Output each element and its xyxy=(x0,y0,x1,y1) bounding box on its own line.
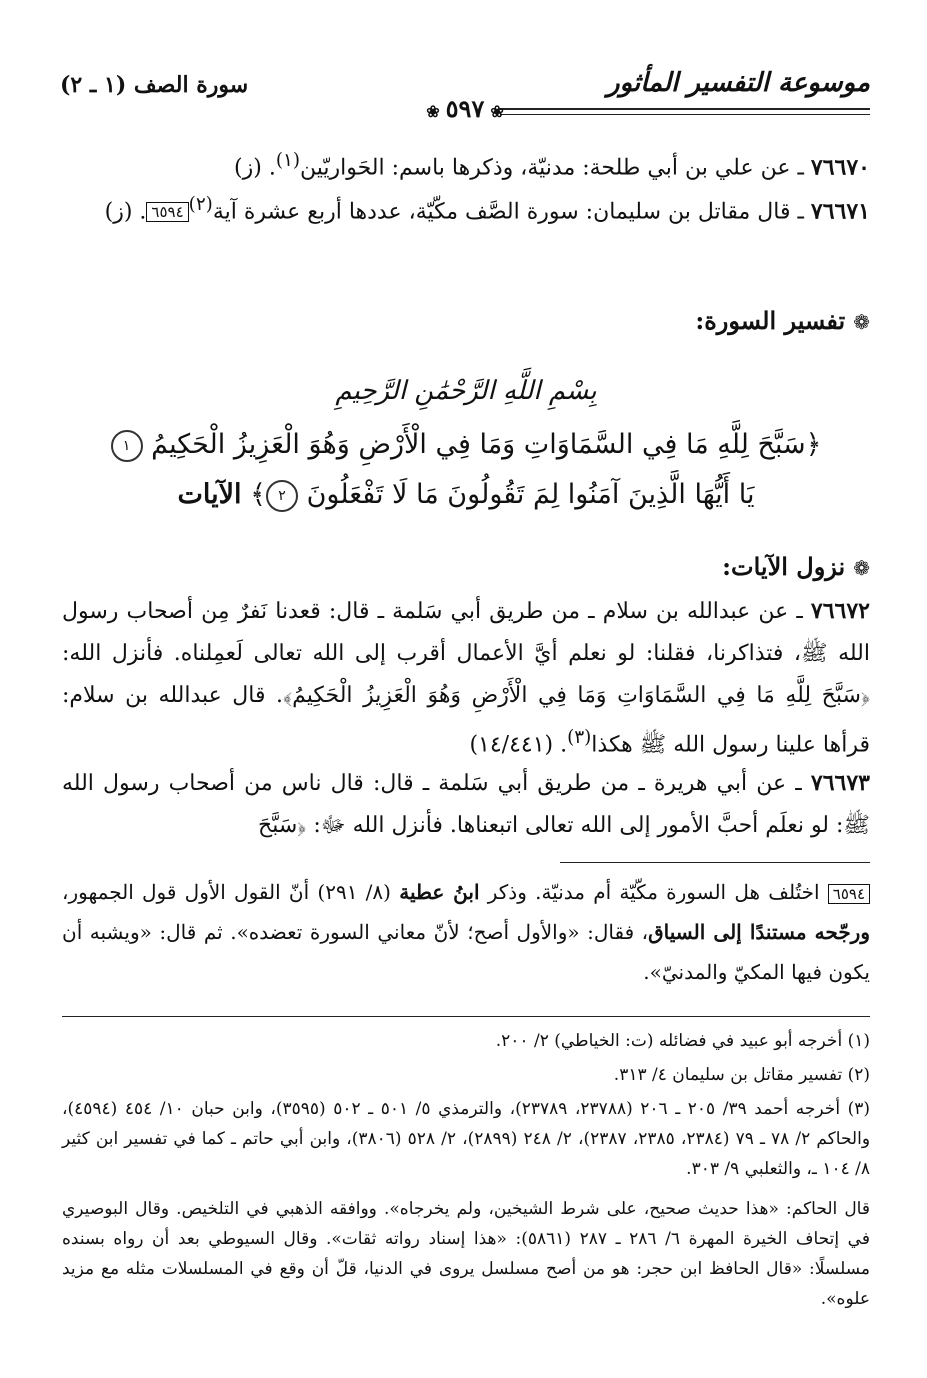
narration-entry xyxy=(62,762,870,847)
ayah-line xyxy=(62,470,870,520)
ayah-number-marker: ٢ xyxy=(266,480,298,512)
footnote-marker: (٣) xyxy=(567,727,592,748)
page-number xyxy=(60,94,870,123)
flower-icon: ❁ xyxy=(853,310,870,334)
footnote: قال الحاكم: «هذا حديث صحيح، على شرط الشيخين، ولم يخرجاه». ووافقه الذهبي في التلخيص. وقال البوصيري في إتحاف الخيرة المهرة ٦/ ٢٨٦ ـ ٢٨٧ (٥٨٦١): «هذا إسناد رواته ثقات». وقال السيوطي بعد أن رواه بسنده مسلسلًا: «قال الحافظ ابن حجر: هو من أصح مسلسل يروى في الدنيا، قلّ أن وقع في المسلسلات مثله مع مزيد علوه». xyxy=(62,1199,870,1309)
ayah-text: ﴿سَبَّحَ لِلَّهِ مَا فِي السَّمَاوَاتِ وَمَا فِي الْأَرْضِ وَهُوَ الْعَزِيزُ الْحَكِيمُ xyxy=(151,429,822,460)
commentary-note xyxy=(62,872,870,992)
entry-tail: . (ز) xyxy=(234,155,276,181)
section-title: نزول الآيات: xyxy=(722,552,846,581)
section-heading xyxy=(62,300,870,344)
section-heading xyxy=(62,546,870,590)
note-text: (٨/ ٢٩١) أنّ القول الأول قول الجمهور، xyxy=(62,880,400,904)
narration-entry xyxy=(62,184,870,233)
page-header xyxy=(60,58,870,128)
ayah-close: ﴾ xyxy=(250,479,266,510)
cross-reference-box: ٦٥٩٤ xyxy=(146,202,188,222)
entry-number: ٧٦٦٧٣ xyxy=(810,770,870,796)
note-text: اختُلف هل السورة مكّيّة أم مدنيّة. وذكر xyxy=(479,880,820,904)
footnote: (٣) أخرجه أحمد ٣٩/ ٢٠٥ ـ ٢٠٦ (٢٣٧٨٨، ٢٣٧٨٩)، والترمذي ٥/ ٥٠١ ـ ٥٠٢ (٣٥٩٥)، وابن حبان ١٠/ ٤٥٤ (٤٥٩٤)، والحاكم ٢/ ٧٨ ـ ٧٩ (٢٣٨٤، ٢٣٨٥، ٢٣٨٧)، ٢/ ٢٤٨ (٢٨٩٩)، ٢/ ٥٢٨ (٣٨٠٦)، وابن أبي حاتم ـ كما في تفسير ابن كثير ٨/ ١٠٤ ـ، والثعلبي ٩/ ٣٠٣. xyxy=(62,1099,871,1179)
entry-text: ـ عن أبي هريرة ـ من طريق أبي سَلمة ـ قال: قال ناس من أصحاب رسول الله ﷺ: لو نعلَم أحبَّ الأمور إلى الله تعالى اتبعناها. فأنزل الله ﷻ: ﴿سَبَّحَ xyxy=(62,771,870,838)
ornament-icon: ❀ xyxy=(490,102,504,121)
entry-tail: . (ز) xyxy=(104,199,147,225)
book-title: موسوعة التفسير المأثور xyxy=(607,68,870,98)
footnote: (٢) تفسير مقاتل بن سليمان ٤/ ٣١٣. xyxy=(613,1065,870,1085)
entry-tail: . (١٤/٤٤١) xyxy=(469,732,568,758)
note-text: ، فقال: «والأول أصح؛ لأنّ معاني السورة تعضده». ثم قال: «ويشبه أن يكون فيها المكيّ والمدنيّ». xyxy=(62,920,870,984)
note-author: ابنُ عطية xyxy=(399,880,480,904)
section-title: تفسير السورة: xyxy=(695,306,846,335)
ayah-number-marker: ١ xyxy=(111,430,143,462)
entry-text: ـ قال مقاتل بن سليمان: سورة الصَّف مكّيّة، عددها أربع عشرة آية xyxy=(212,199,804,225)
ayah-text: يَا أَيُّهَا الَّذِينَ آمَنُوا لِمَ تَقُولُونَ مَا لَا تَفْعَلُونَ xyxy=(306,479,755,510)
entry-text: ـ عن عبدالله بن سلام ـ من طريق أبي سَلمة ـ قال: قعدنا نَفرٌ مِن أصحاب رسول الله ﷺ، فتذاكرنا، فقلنا: لو نعلم أيَّ الأعمال أقرب إلى الله تعالى لَعمِلناه. فأنزل الله: ﴿سَبَّحَ لِلَّهِ مَا فِي السَّمَاوَاتِ وَمَا فِي الْأَرْضِ وَهُوَ الْعَزِيزُ الْحَكِيمُ﴾. قال عبدالله بن سلام: قرأها علينا رسول الله ﷺ هكذا xyxy=(62,599,870,758)
entry-text: ـ عن علي بن أبي طلحة: مدنيّة، وذكرها باسم: الحَواريّين xyxy=(299,155,804,181)
ayah-line xyxy=(62,420,870,470)
basmala: بِسْمِ اللَّهِ الرَّحْمَٰنِ الرَّحِيمِ xyxy=(335,376,597,406)
entry-number: ٧٦٦٧٠ xyxy=(810,154,870,181)
footnote-marker: (١) xyxy=(275,150,300,171)
footnote: (١) أخرجه أبو عبيد في فضائله (ت: الخياطي) ٢/ ٢٠٠. xyxy=(495,1031,870,1051)
ayat-label: الآيات xyxy=(177,479,242,510)
surah-label: سورة الصف (١ ـ ٢) xyxy=(60,72,249,98)
separator xyxy=(62,1016,870,1017)
entry-number: ٧٦٦٧١ xyxy=(810,198,870,225)
note-emphasis: ورجّحه مستندًا إلى السياق xyxy=(648,920,870,944)
page-number-value: ٥٩٧ xyxy=(445,94,485,123)
ornament-icon: ❀ xyxy=(426,102,440,121)
narration-entry xyxy=(62,140,870,189)
flower-icon: ❁ xyxy=(853,556,870,580)
separator xyxy=(560,862,870,863)
narration-entry xyxy=(62,590,870,766)
entry-number: ٧٦٦٧٢ xyxy=(810,598,870,624)
cross-reference-box: ٦٥٩٤ xyxy=(828,884,870,904)
footnote-marker: (٢) xyxy=(188,194,213,215)
